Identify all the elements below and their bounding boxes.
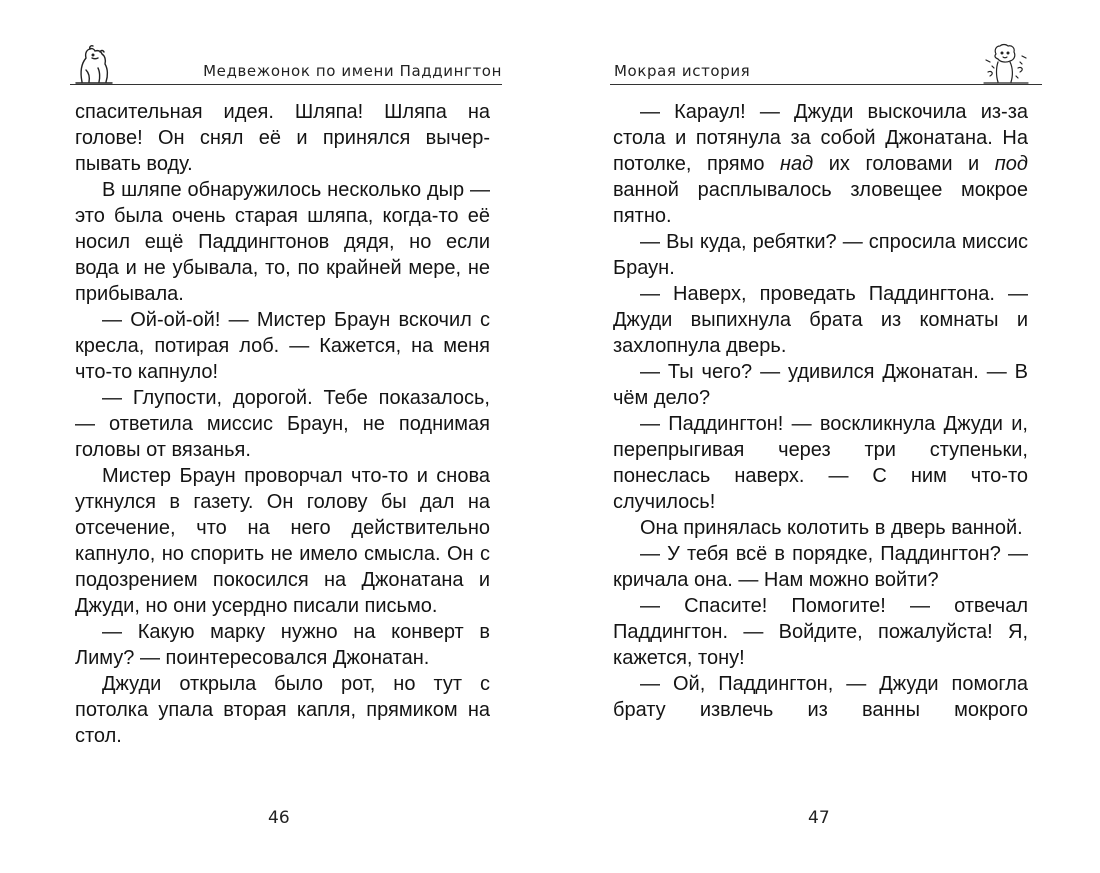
body-text — [75, 99, 490, 749]
paragraph: — У тебя всё в порядке, Паддингтон? — кричала она. — Нам можно войти? — [613, 543, 1028, 591]
page-number: 47 — [808, 808, 830, 828]
paragraph: Мистер Браун проворчал что-то и снова уткнулся в газету. Он голову бы дал на отсечение, что на него действительно капнуло, но спорить не имело смысла. Он с подозрением покосился на Джонатана и Джуди, но они усердно писали письмо. — [75, 465, 490, 617]
emphasis: под — [994, 153, 1028, 175]
running-head: Медвежонок по имени Паддингтон — [203, 62, 502, 80]
paragraph: — Вы куда, ребятки? — спросила миссис Браун. — [613, 231, 1028, 279]
paragraph — [613, 99, 1028, 229]
paragraph: — Какую марку нужно на конверт в Лиму? — поинтересовался Джонатан. — [75, 621, 490, 669]
text-run: — Караул! — Джуди выскочила из-за стола и потянула за собой Джонатана. На потолке, прямо — [613, 101, 1028, 175]
paragraph: — Ой-ой-ой! — Мистер Браун вскочил с кресла, потирая лоб. — Кажется, на меня что-то капнуло! — [75, 309, 490, 383]
paragraph: Она принялась колотить в дверь ванной. — [640, 517, 1023, 539]
emphasis: над — [780, 153, 814, 175]
running-head: Мокрая история — [614, 62, 751, 80]
text-run: их головами и — [813, 153, 995, 175]
paragraph: — Наверх, проведать Паддингтона. — Джуди выпихнула брата из комнаты и захлопнула дверь. — [613, 283, 1028, 357]
bear-in-bath-sketch-icon — [982, 42, 1030, 86]
paragraph: — Ты чего? — удивился Джонатан. — В чём дело? — [613, 361, 1028, 409]
page-number: 46 — [268, 808, 290, 828]
paragraph: спасительная идея. Шляпа! Шляпа на голове! Он снял её и принялся вычерпывать воду. — [75, 101, 490, 175]
header-rule — [70, 84, 502, 85]
body-text — [613, 99, 1028, 723]
paragraph: В шляпе обнаружилось несколько дыр — это была очень старая шляпа, когда-то её носил ещё Паддингтонов дядя, но если вода и не убывала, то, по крайней мере, не прибывала. — [75, 179, 490, 305]
paragraph: Джуди открыла было рот, но тут с потолка упала вторая капля, прямиком на стол. — [75, 673, 490, 747]
bear-sketch-icon — [72, 42, 116, 86]
text-run: ванной расплывалось зловещее мокрое пятно. — [613, 179, 1028, 227]
right-page — [550, 0, 1100, 873]
paragraph: — Глупости, дорогой. Тебе показалось, — ответила миссис Браун, не поднимая головы от вязанья. — [75, 387, 490, 461]
paragraph: — Спасите! Помогите! — отвечал Паддингтон. — Войдите, пожалуйста! Я, кажется, тону! — [613, 595, 1028, 669]
paragraph: — Ой, Паддингтон, — Джуди помогла брату извлечь из ванны мокрого — [613, 673, 1028, 721]
paragraph: — Паддингтон! — воскликнула Джуди и, перепрыгивая через три ступеньки, понеслась наверх. — С ним что-то случилось! — [613, 413, 1028, 513]
header-rule — [610, 84, 1042, 85]
